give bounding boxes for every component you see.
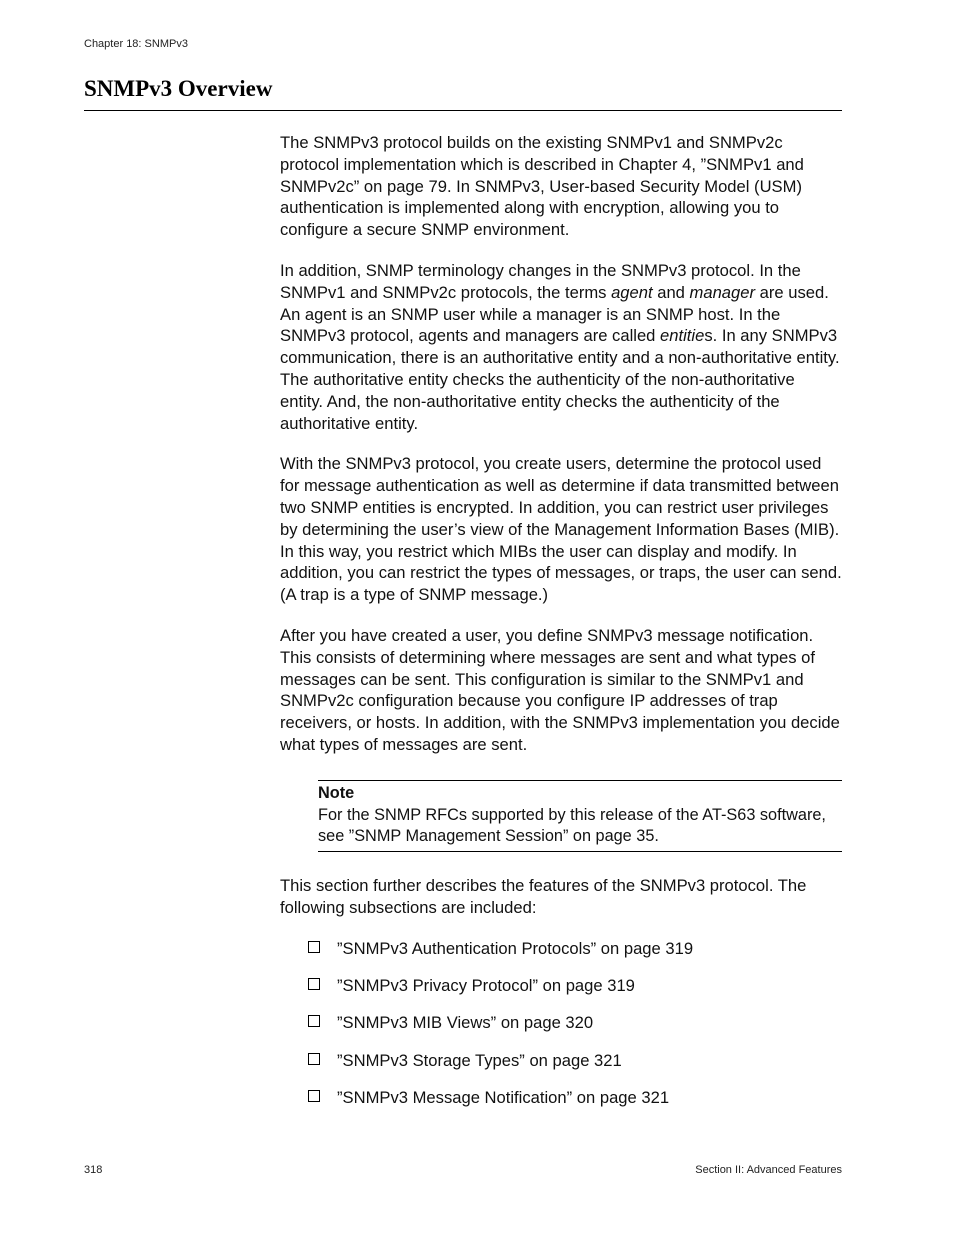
section-title: SNMPv3 Overview: [84, 76, 273, 101]
list-item: [308, 1087, 842, 1109]
body-content: [280, 132, 842, 1124]
checkbox-bullet-icon: [308, 1015, 320, 1027]
terminology-text-1: In addition, SNMP terminology changes in the SNMPv3 protocol. In the SNMPv1 and SNMPv2c protocols, the terms: [280, 260, 801, 302]
subsection-link[interactable]: ”SNMPv3 MIB Views” on page 320: [337, 1013, 594, 1033]
paragraph-notification: After you have created a user, you define SNMPv3 message notification. This consists of determining where messages are sent and what types of messages can be sent. This configuration is similar to the SNMPv1 and SNMPv2c configuration because you configure IP addresses of trap receivers, or hosts. In addition, with the SNMPv3 implementation you decide what types of messages are sent.: [280, 625, 840, 754]
running-header: Chapter 18: SNMPv3: [84, 38, 188, 50]
list-item: [308, 1012, 842, 1034]
checkbox-bullet-icon: [308, 1053, 320, 1065]
title-rule: [84, 110, 842, 111]
subsection-link[interactable]: ”SNMPv3 Storage Types” on page 321: [337, 1050, 622, 1070]
terminology-text-4: s. In any SNMPv3 communication, there is an authoritative entity and a non-authoritative entity. The authoritative entity checks the authenticity of the non-authoritative entity. And, the non-authoritative entity checks the authenticity of the authoritative entity.: [280, 326, 840, 433]
term-manager: manager: [689, 282, 756, 302]
subsection-list: [308, 938, 842, 1109]
running-footer-section: Section II: Advanced Features: [695, 1164, 842, 1176]
paragraph-terminology: [280, 260, 842, 434]
note-title: Note: [318, 783, 355, 802]
list-item: [308, 938, 842, 960]
list-item: [308, 975, 842, 997]
note-box: [318, 780, 842, 852]
checkbox-bullet-icon: [308, 941, 320, 953]
terminology-text-3: are used. An agent is an SNMP user while a manager is an SNMP host. In the SNMPv3 protocol, agents and managers are called: [280, 282, 829, 346]
term-entities: entitie: [660, 326, 705, 346]
paragraph-intro: The SNMPv3 protocol builds on the existing SNMPv1 and SNMPv2c protocol implementation which is described in Chapter 4, ”SNMPv1 and SNMPv2c” on page 79. In SNMPv3, User-based Security Model (USM) authentication is implemented along with encryption, allowing you to configure a secure SNMP environment.: [280, 133, 804, 240]
checkbox-bullet-icon: [308, 978, 320, 990]
subsection-link[interactable]: ”SNMPv3 Privacy Protocol” on page 319: [337, 976, 635, 995]
terminology-text-2: and: [652, 282, 690, 302]
page-number: 318: [84, 1164, 103, 1176]
note-text: For the SNMP RFCs supported by this release of the AT-S63 software, see ”SNMP Management Session” on page 35.: [318, 805, 826, 846]
term-agent: agent: [611, 282, 653, 302]
subsection-link[interactable]: ”SNMPv3 Authentication Protocols” on page 319: [337, 938, 694, 958]
list-item: [308, 1050, 842, 1072]
paragraph-users: With the SNMPv3 protocol, you create users, determine the protocol used for message authentication as well as determine if data transmitted between two SNMP entities is encrypted. In addition, you can restrict user privileges by determining the user’s view of the Management Information Bases (MIB). In this way, you restrict which MIBs the user can display and modify. In addition, you can restrict the types of messages, or traps, the user can send. (A trap is a type of SNMP message.): [280, 454, 842, 605]
subsection-link[interactable]: ”SNMPv3 Message Notification” on page 321: [337, 1087, 670, 1107]
paragraph-subsections-intro: This section further describes the features of the SNMPv3 protocol. The following subsections are included:: [280, 876, 807, 917]
checkbox-bullet-icon: [308, 1090, 320, 1102]
